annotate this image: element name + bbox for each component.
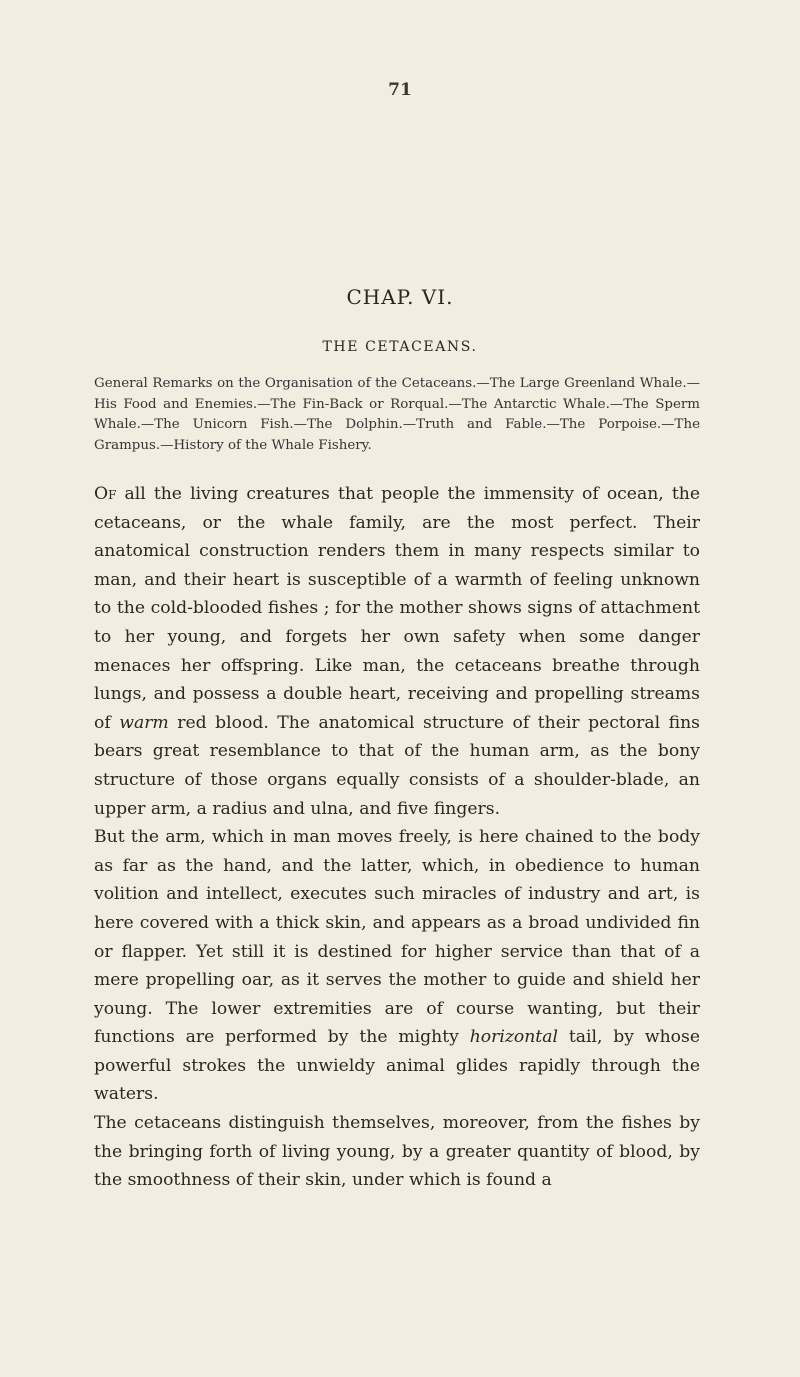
paragraph-2 bbox=[94, 823, 700, 1109]
paragraph-2-text-b: tail, by whose powerful strokes the unwieldy animal glides rapidly through the waters. bbox=[94, 1027, 700, 1105]
paragraph-2-text-a: But the arm, which in man moves freely, is here chained to the body as far as the hand, and the latter, which, in obedience to human volition and intellect, executes such miracles of industry and art, is here covered with a thick skin, and appears as a broad undivided fin or flapper. Yet still it is destined for higher service than that of a mere propelling oar, as it serves the mother to guide and shield her young. The lower extremities are of course wanting, but their functions are performed by the mighty bbox=[94, 827, 700, 1048]
chapter-heading: CHAP. VI. bbox=[346, 285, 454, 309]
chapter-summary: General Remarks on the Organisation of the Cetaceans.—The Large Greenland Whale.—His Food and Enemies.—The Fin-Back or Rorqual.—The Antarctic Whale.—The Sperm Whale.—The Unicorn Fish.—The Dolphin.—Truth and Fable.—The Porpoise.—The Grampus.—History of the Whale Fishery. bbox=[94, 376, 700, 453]
page-number: 71 bbox=[388, 80, 412, 100]
paragraph-1 bbox=[94, 480, 700, 823]
body-text bbox=[94, 480, 700, 1195]
paragraph-3: The cetaceans distinguish themselves, moreover, from the fishes by the bringing forth of living young, by a greater quantity of blood, by the smoothness of their skin, under which is found a bbox=[94, 1113, 700, 1191]
paragraph-1-text-a: all the living creatures that people the immensity of ocean, the cetaceans, or the whale family, are the most perfect. Their anatomical construction renders them in many respects similar to man, and their heart is susceptible of a warmth of feeling unknown to the cold-blooded fishes ; for the mother shows signs of attachment to her young, and forgets her own safety when some danger menaces her offspring. Like man, the cetaceans breathe through lungs, and possess a double heart, receiving and propelling streams of bbox=[94, 484, 700, 733]
opening-word: Of bbox=[94, 484, 117, 504]
paragraph-1-emphasis: warm bbox=[119, 712, 169, 733]
paragraph-2-emphasis: horizontal bbox=[469, 1027, 558, 1048]
paragraph-1-text-b: red blood. The anatomical structure of their pectoral fins bears great resemblance to that of the human arm, as the bony structure of those organs equally consists of a shoulder-blade, an upper arm, a radius and ulna, and five fingers. bbox=[94, 712, 700, 819]
section-title: THE CETACEANS. bbox=[322, 339, 478, 355]
